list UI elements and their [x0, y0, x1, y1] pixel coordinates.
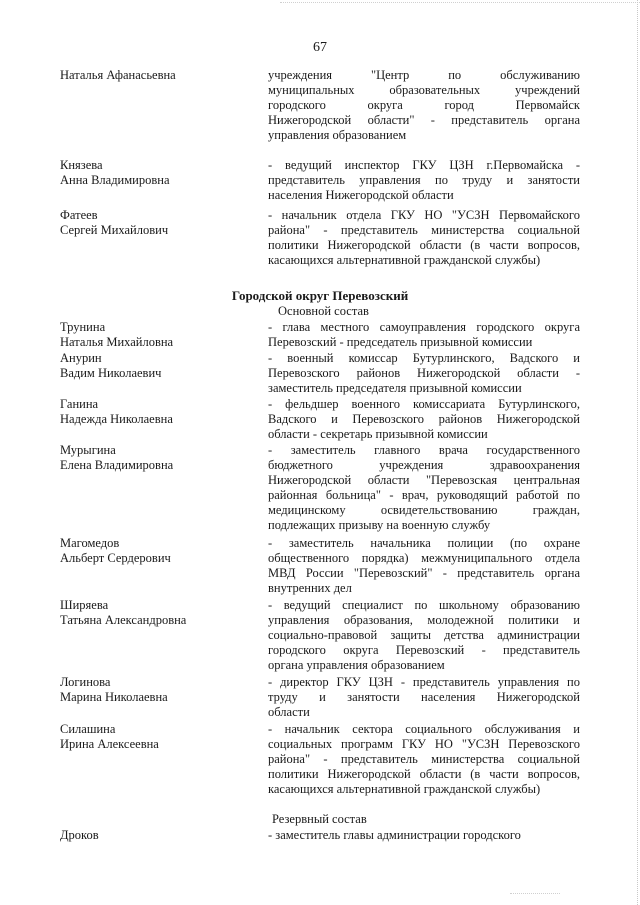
member-name-line: Елена Владимировна	[60, 458, 174, 472]
member-role-line: - заместитель начальника полиции (по охране	[268, 536, 580, 550]
member-role	[268, 320, 580, 350]
member-name-line: Татьяна Александровна	[60, 613, 187, 627]
member-role-line: муниципальных образовательных учреждений	[268, 83, 580, 97]
member-role-line: касающихся альтернативной гражданской службы)	[268, 782, 541, 796]
member-role-line: области	[268, 705, 310, 719]
member-name-line: Сергей Михайлович	[60, 223, 169, 237]
member-role-line: района" - представитель министерства социальной	[268, 752, 580, 766]
member-role-line: населения Нижегородской области	[268, 188, 454, 202]
member-role-line: Нижегородской области "Перевозская центральная	[268, 473, 580, 487]
member-name	[60, 536, 260, 566]
member-name-line: Вадим Николаевич	[60, 366, 162, 380]
member-role-line: Нижегородской области" - представитель органа	[268, 113, 580, 127]
member-role	[268, 68, 580, 143]
member-role-line: Перевозский - председатель призывной комиссии	[268, 335, 533, 349]
member-name	[60, 675, 260, 705]
page-number: 67	[313, 40, 327, 55]
member-role-line: городского округа Перевозский - представитель	[268, 643, 580, 657]
member-name	[60, 208, 260, 238]
member-role-line: - заместитель главы администрации городского	[268, 828, 521, 842]
member-role-line: политики Нижегородской области (в части вопросов,	[268, 238, 580, 252]
member-name-line: Ширяева	[60, 598, 109, 612]
member-role-line: - ведущий специалист по школьному образованию	[268, 598, 580, 612]
member-role-line: - ведущий инспектор ГКУ ЦЗН г.Первомайска -	[268, 158, 580, 172]
member-role-line: органа управления образованием	[268, 658, 445, 672]
member-name	[60, 397, 260, 427]
member-role-line: заместитель председателя призывной комиссии	[268, 381, 522, 395]
member-role-line: - фельдшер военного комиссариата Бутурлинского,	[268, 397, 580, 411]
reserve-composition-label: Резервный состав	[272, 812, 367, 826]
member-role-line: районная больница" - врач, руководящий работой по	[268, 488, 580, 502]
member-name	[60, 351, 260, 381]
member-name	[60, 443, 260, 473]
member-name-line: Князева	[60, 158, 103, 172]
member-role	[268, 675, 580, 720]
member-name-line: Марина Николаевна	[60, 690, 168, 704]
member-role-line: труду и занятости населения Нижегородской	[268, 690, 580, 704]
member-role	[268, 351, 580, 396]
member-role	[268, 158, 580, 203]
member-role-line: - глава местного самоуправления городского округа	[268, 320, 580, 334]
member-role-line: района" - представитель министерства социальной	[268, 223, 580, 237]
member-name	[60, 68, 260, 83]
member-role	[268, 208, 580, 268]
member-role-line: - военный комиссар Бутурлинского, Вадского и	[268, 351, 580, 365]
member-role-line: Перевозского районов Нижегородской области -	[268, 366, 580, 380]
member-role-line: - заместитель главного врача государственного	[268, 443, 580, 457]
member-role	[268, 598, 580, 673]
member-name-line: Магомедов	[60, 536, 120, 550]
member-name-line: Фатеев	[60, 208, 98, 222]
member-name	[60, 828, 260, 843]
member-role-line: медицинскому освидетельствованию граждан,	[268, 503, 580, 517]
member-role-line: области - секретарь призывной комиссии	[268, 427, 488, 441]
member-role-line: учреждения "Центр по обслуживанию	[268, 68, 580, 82]
member-role-line: социально-правовой защиты детства администрации	[268, 628, 580, 642]
member-name	[60, 158, 260, 188]
member-role-line: политики Нижегородской области (в части вопросов,	[268, 767, 580, 781]
member-role-line: общественного порядка) межмуниципального отдела	[268, 551, 580, 565]
main-composition-label: Основной состав	[278, 304, 369, 318]
member-name-line: Анурин	[60, 351, 102, 365]
member-name-line: Альберт Сердерович	[60, 551, 171, 565]
member-role-line: МВД России "Перевозский" - представитель органа	[268, 566, 580, 580]
member-role-line: бюджетного учреждения здравоохранения	[268, 458, 580, 472]
member-name-line: Дроков	[60, 828, 99, 842]
member-role-line: представитель управления по труду и занятости	[268, 173, 580, 187]
member-name	[60, 598, 260, 628]
member-name-line: Наталья Михайловна	[60, 335, 174, 349]
member-role-line: городского округа город Первомайск	[268, 98, 580, 112]
member-role-line: касающихся альтернативной гражданской службы)	[268, 253, 541, 267]
member-role-line: управления образованием	[268, 128, 407, 142]
member-role-line: социальных программ ГКУ НО "УСЗН Перевозского	[268, 737, 580, 751]
member-role-line: управления образования, молодежной политики и	[268, 613, 580, 627]
member-name-line: Ганина	[60, 397, 99, 411]
section-title: Городской округ Перевозский	[231, 288, 409, 303]
member-name-line: Силашина	[60, 722, 116, 736]
scan-edge-bottom	[510, 893, 560, 895]
member-role-line: внутренних дел	[268, 581, 352, 595]
member-name-line: Логинова	[60, 675, 111, 689]
member-name-line: Ирина Алексеевна	[60, 737, 159, 751]
member-role	[268, 397, 580, 442]
scan-edge-right	[636, 0, 638, 905]
member-name	[60, 722, 260, 752]
member-name	[60, 320, 260, 350]
member-name-line: Трунина	[60, 320, 106, 334]
member-role-line: подлежащих призыву на военную службу	[268, 518, 491, 532]
scan-edge-top	[280, 2, 640, 4]
member-role-line: Вадского и Перевозского районов Нижегородской	[268, 412, 580, 426]
member-name-line: Наталья Афанасьевна	[60, 68, 176, 82]
member-role-line: - начальник сектора социального обслуживания и	[268, 722, 580, 736]
member-role	[268, 536, 580, 596]
member-role-line: - директор ГКУ ЦЗН - представитель управления по	[268, 675, 580, 689]
member-role	[268, 828, 580, 843]
member-name-line: Надежда Николаевна	[60, 412, 173, 426]
member-name-line: Мурыгина	[60, 443, 116, 457]
member-role-line: - начальник отдела ГКУ НО "УСЗН Первомайского	[268, 208, 580, 222]
member-role	[268, 443, 580, 533]
member-name-line: Анна Владимировна	[60, 173, 170, 187]
member-role	[268, 722, 580, 797]
